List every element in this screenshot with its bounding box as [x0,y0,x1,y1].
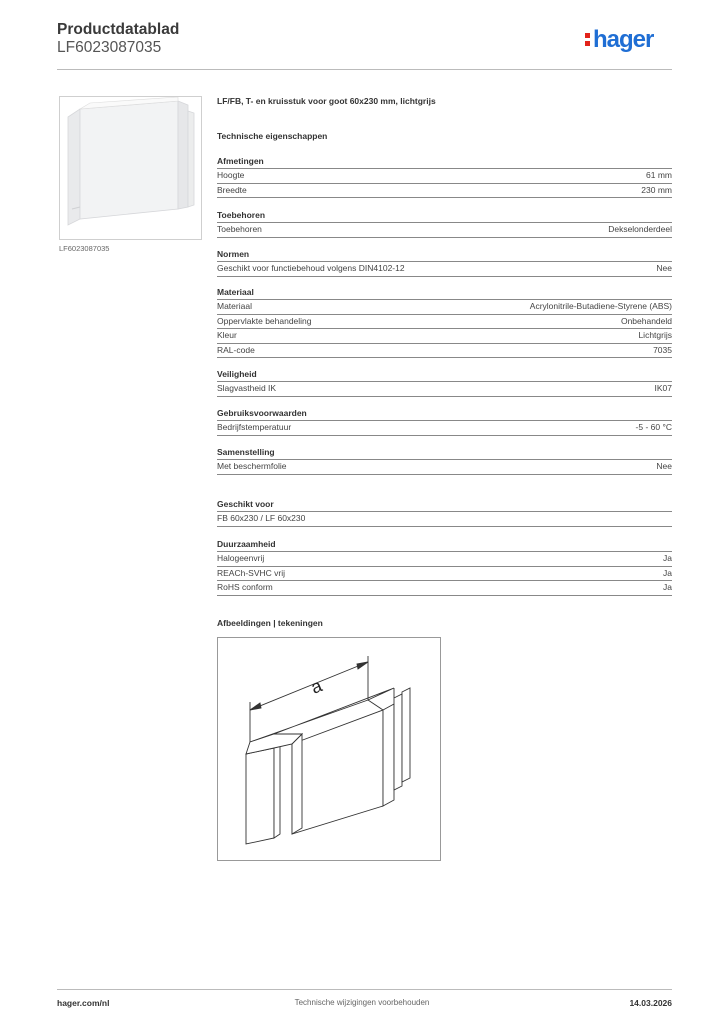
group-title: Materiaal [217,287,672,300]
image-caption: LF6023087035 [59,244,110,253]
row-label: Breedte [217,184,247,195]
table-row [217,329,672,344]
drawings-heading: Afbeeldingen | tekeningen [217,618,323,628]
row-value: 61 mm [646,170,672,180]
group-title: Veiligheid [217,369,672,382]
product-title: LF/FB, T- en kruisstuk voor goot 60x230 mm, lichtgrijs [217,96,436,106]
hager-logo [593,26,653,56]
table-row [217,421,672,436]
group-gebruiksvoorwaarden [217,408,672,436]
group-normen [217,249,672,277]
group-afmetingen [217,156,672,198]
table-row [217,262,672,277]
product-photo-icon [60,97,201,239]
row-value: -5 - 60 °C [635,422,672,432]
row-value: Dekselonderdeel [608,224,672,234]
group-title: Gebruiksvoorwaarden [217,408,672,421]
page-title: Productdatablad [57,21,180,38]
row-label: RAL-code [217,344,255,355]
logo-text: hager [593,26,654,53]
table-row [217,169,672,184]
group-title: Toebehoren [217,210,672,223]
product-image [59,96,202,240]
table-row [217,460,672,475]
row-label: FB 60x230 / LF 60x230 [217,513,306,523]
row-value: Ja [663,582,672,592]
table-row [217,344,672,359]
product-code: LF6023087035 [57,39,162,56]
table-row [217,300,672,315]
group-materiaal [217,287,672,358]
group-title: Normen [217,249,672,262]
row-value: Nee [656,263,672,273]
group-title: Afmetingen [217,156,672,169]
row-value: Ja [663,553,672,563]
row-value: Acrylonitrile-Butadiene-Styrene (ABS) [529,301,672,311]
row-label: Slagvastheid IK [217,383,277,393]
table-row [217,382,672,397]
row-label: Kleur [217,330,237,340]
row-label: Met beschermfolie [217,461,287,471]
row-label: Oppervlakte behandeling [217,315,312,326]
logo-dots-icon [585,33,590,49]
header-divider [57,69,672,70]
footer-divider [57,989,672,990]
group-toebehoren [217,210,672,238]
dimension-label: a [308,675,325,698]
group-samenstelling [217,447,672,475]
group-title: Samenstelling [217,447,672,460]
group-title: Geschikt voor [217,499,672,512]
row-label: Hoogte [217,170,245,180]
table-row [217,315,672,330]
group-veiligheid [217,369,672,397]
group-geschikt-voor [217,499,672,527]
table-row [217,552,672,567]
row-value: Nee [656,461,672,471]
table-row [217,567,672,582]
row-value: IK07 [654,383,672,393]
row-label: Materiaal [217,301,252,311]
row-label: REACh-SVHC vrij [217,567,286,578]
row-label: Halogeenvrij [217,553,265,563]
footer-disclaimer: Technische wijzigingen voorbehouden [294,998,430,1007]
row-label: RoHS conform [217,582,273,592]
footer-website-link[interactable]: hager.com/nl [57,998,110,1008]
tech-heading: Technische eigenschappen [217,131,328,141]
table-row [217,223,672,238]
table-row [217,581,672,596]
table-row [217,512,672,527]
row-value: Ja [663,567,672,578]
row-value: Lichtgrijs [638,330,672,340]
technical-drawing [217,637,441,861]
footer-date: 14.03.2026 [629,998,672,1008]
row-value: Onbehandeld [620,315,672,326]
table-row [217,184,672,199]
row-label: Bedrijfstemperatuur [217,422,292,432]
row-value: 7035 [653,344,672,355]
group-title: Duurzaamheid [217,539,672,552]
row-label: Geschikt voor functiebehoud volgens DIN4102-12 [217,263,405,273]
group-duurzaamheid [217,539,672,596]
row-value: 230 mm [641,184,672,195]
row-label: Toebehoren [217,224,262,234]
drawing-icon [218,638,440,860]
